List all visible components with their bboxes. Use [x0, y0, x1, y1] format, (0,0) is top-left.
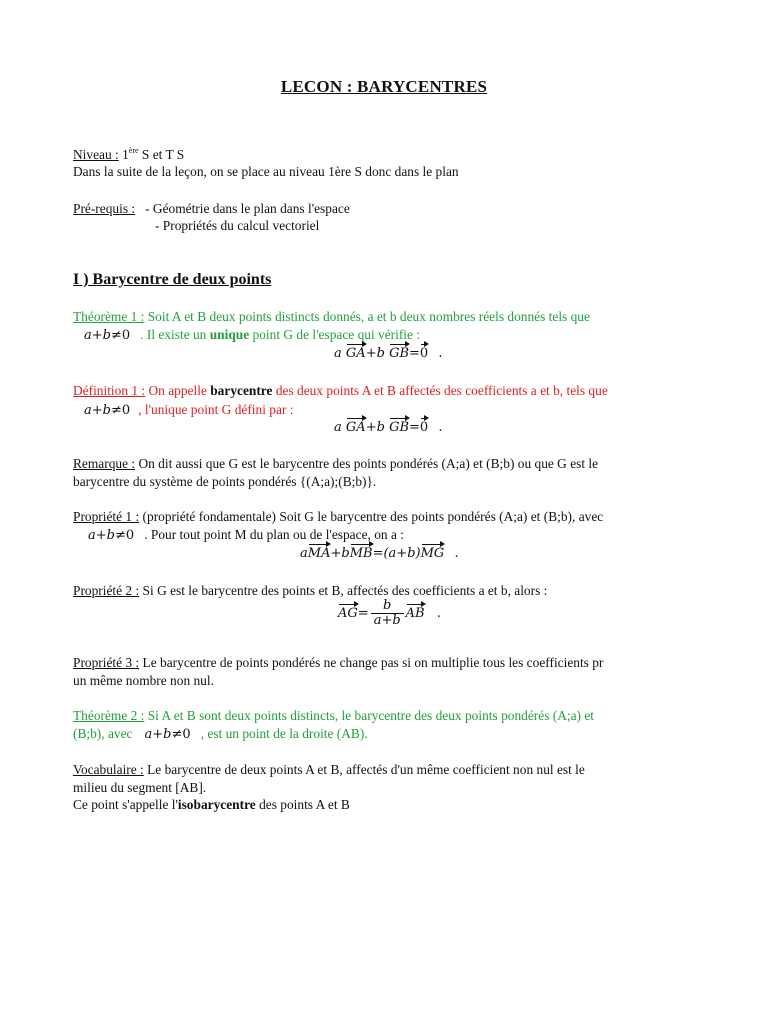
propriete2-formula	[338, 599, 441, 628]
math-symbol: AG	[338, 606, 358, 621]
prerequis-item-2: - Propriétés du calcul vectoriel	[155, 218, 320, 233]
theoreme1-text-1: Soit A et B deux points distincts donnés, a et b deux nombres réels donnés tels que	[144, 309, 590, 324]
propriete1-formula	[300, 545, 459, 562]
propriete1-label: Propriété 1 :	[73, 509, 140, 524]
math-symbol: GA	[345, 420, 366, 435]
definition1-line-1: Définition 1 : On appelle barycentre des deux points A et B affectés des coefficients a et b, tels que	[73, 383, 608, 398]
definition1-bold: barycentre	[210, 383, 273, 398]
prerequis-item-1: - Géométrie dans le plan dans l'espace	[145, 201, 350, 216]
niveau-line-2: Dans la suite de la leçon, on se place au niveau 1ère S donc dans le plan	[73, 164, 459, 179]
math-symbol: =	[409, 420, 420, 435]
remarque-label: Remarque :	[73, 456, 136, 471]
remarque-line-1: Remarque : On dit aussi que G est le barycentre des points pondérés (A;a) et (B;b) ou que G est le	[73, 456, 599, 471]
theoreme2-line-1: Théorème 2 : Si A et B sont deux points distincts, le barycentre des deux points pondérés (A;a) et	[73, 708, 595, 723]
vocabulaire-line-2: milieu du segment [AB].	[73, 780, 207, 795]
section-heading: I ) Barycentre de deux points	[73, 271, 272, 288]
theoreme1-text-2-bold: unique	[209, 327, 250, 342]
math-symbol: b	[376, 420, 385, 435]
propriete1-condition	[88, 528, 134, 543]
math-symbol: .	[438, 420, 443, 435]
definition1-label: Définition 1 :	[73, 383, 146, 398]
math-symbol: a+b	[373, 613, 401, 628]
math-symbol: .	[454, 546, 459, 561]
propriete2-label: Propriété 2 :	[73, 583, 140, 598]
theoreme1-condition	[84, 328, 130, 343]
math-symbol: a	[334, 346, 342, 361]
theoreme2-label: Théorème 2 :	[73, 708, 145, 723]
math-symbol: +	[91, 328, 103, 343]
propriete1-line-2: a+b≠0 . Pour tout point M du plan ou de l'espace, on a :	[88, 527, 404, 543]
math-symbol: MG	[420, 546, 445, 561]
niveau-sup: ère	[128, 146, 139, 155]
propriete1-line-1: Propriété 1 : (propriété fondamentale) Soit G le barycentre des points pondérés (A;a) et (B;b), avec	[73, 509, 604, 524]
math-symbol: 0	[121, 403, 131, 418]
math-symbol: GB	[389, 346, 410, 361]
math-symbol: MB	[349, 546, 373, 561]
math-symbol: 0	[182, 727, 191, 742]
math-symbol: +	[95, 528, 107, 543]
math-symbol: a	[334, 420, 342, 435]
theoreme2-condition	[145, 727, 191, 742]
math-symbol: ≠	[111, 403, 122, 418]
definition1-line-2: a+b≠0 , l'unique point G défini par :	[84, 402, 294, 418]
theoreme2-line-2: (B;b), avec a+b≠0 , est un point de la droite (AB).	[73, 726, 368, 742]
definition1-condition	[84, 403, 130, 418]
math-symbol: a	[84, 328, 92, 343]
propriete3-label: Propriété 3 :	[73, 655, 140, 670]
theoreme1-line-1	[73, 308, 590, 325]
math-symbol: +	[365, 420, 377, 435]
math-symbol: GA	[345, 346, 366, 361]
page-title: LECON : BARYCENTRES	[280, 77, 488, 96]
math-symbol: b	[106, 528, 115, 543]
math-symbol: b	[102, 328, 111, 343]
math-symbol: a	[88, 528, 96, 543]
propriete3-line-1: Propriété 3 : Le barycentre de points pondérés ne change pas si on multiplie tous les coefficients pr	[73, 655, 604, 670]
math-symbol: =	[357, 606, 369, 621]
math-symbol: b	[341, 546, 350, 561]
niveau-label: Niveau :	[73, 147, 119, 162]
math-symbol: 0	[121, 328, 131, 343]
niveau-value-pre: 1	[118, 147, 129, 162]
propriete3-line-2: un même nombre non nul.	[73, 673, 214, 688]
niveau-line	[73, 146, 184, 163]
math-symbol: GB	[389, 420, 410, 435]
definition1-formula	[334, 419, 442, 436]
math-symbol: .	[438, 346, 443, 361]
theoreme1-line-2	[84, 326, 420, 344]
math-symbol: MA	[307, 546, 331, 561]
prerequis-label: Pré-requis :	[73, 201, 136, 216]
remarque-line-2: barycentre du système de points pondérés {(A;a);(B;b)}.	[73, 474, 377, 489]
theoreme1-formula	[334, 345, 442, 362]
math-symbol: b	[163, 727, 172, 742]
math-symbol: a	[84, 403, 92, 418]
math-symbol: +	[330, 546, 342, 561]
propriete2-line-1: Propriété 2 : Si G est le barycentre des points et B, affectés des coefficients a et b, alors :	[73, 583, 548, 598]
theoreme1-label: Théorème 1 :	[73, 309, 145, 324]
math-symbol: .	[436, 606, 441, 621]
math-symbol: ≠	[171, 727, 183, 742]
math-symbol: ≠	[111, 328, 122, 343]
math-symbol: =	[409, 346, 420, 361]
math-symbol: b	[102, 403, 111, 418]
vocabulaire-line-3: Ce point s'appelle l'isobarycentre des points A et B	[73, 797, 350, 812]
math-symbol: 0	[419, 420, 429, 435]
vocabulaire-line-1: Vocabulaire : Le barycentre de deux points A et B, affectés d'un même coefficient non nul est le	[73, 762, 585, 777]
math-symbol: AB	[405, 606, 425, 621]
math-symbol: +	[365, 346, 377, 361]
vocabulaire-label: Vocabulaire :	[73, 762, 144, 777]
math-symbol: a	[144, 727, 153, 742]
math-symbol: (a+b)	[383, 546, 421, 561]
theoreme1-text-2-pre: . Il existe un	[140, 327, 210, 342]
math-symbol: 0	[125, 528, 135, 543]
math-symbol: +	[91, 403, 103, 418]
math-symbol: b	[376, 346, 385, 361]
math-symbol: b	[371, 599, 404, 614]
isobarycentre-term: isobarycentre	[177, 797, 256, 812]
math-symbol: =	[372, 546, 384, 561]
math-symbol: +	[152, 727, 164, 742]
math-symbol: 0	[419, 346, 429, 361]
niveau-value-post: S et T S	[138, 147, 185, 162]
math-symbol: ≠	[115, 528, 126, 543]
theoreme1-text-2-post: point G de l'espace qui vérifie :	[249, 327, 421, 342]
math-symbol: a	[300, 546, 308, 561]
prerequis-line-1	[73, 200, 350, 217]
